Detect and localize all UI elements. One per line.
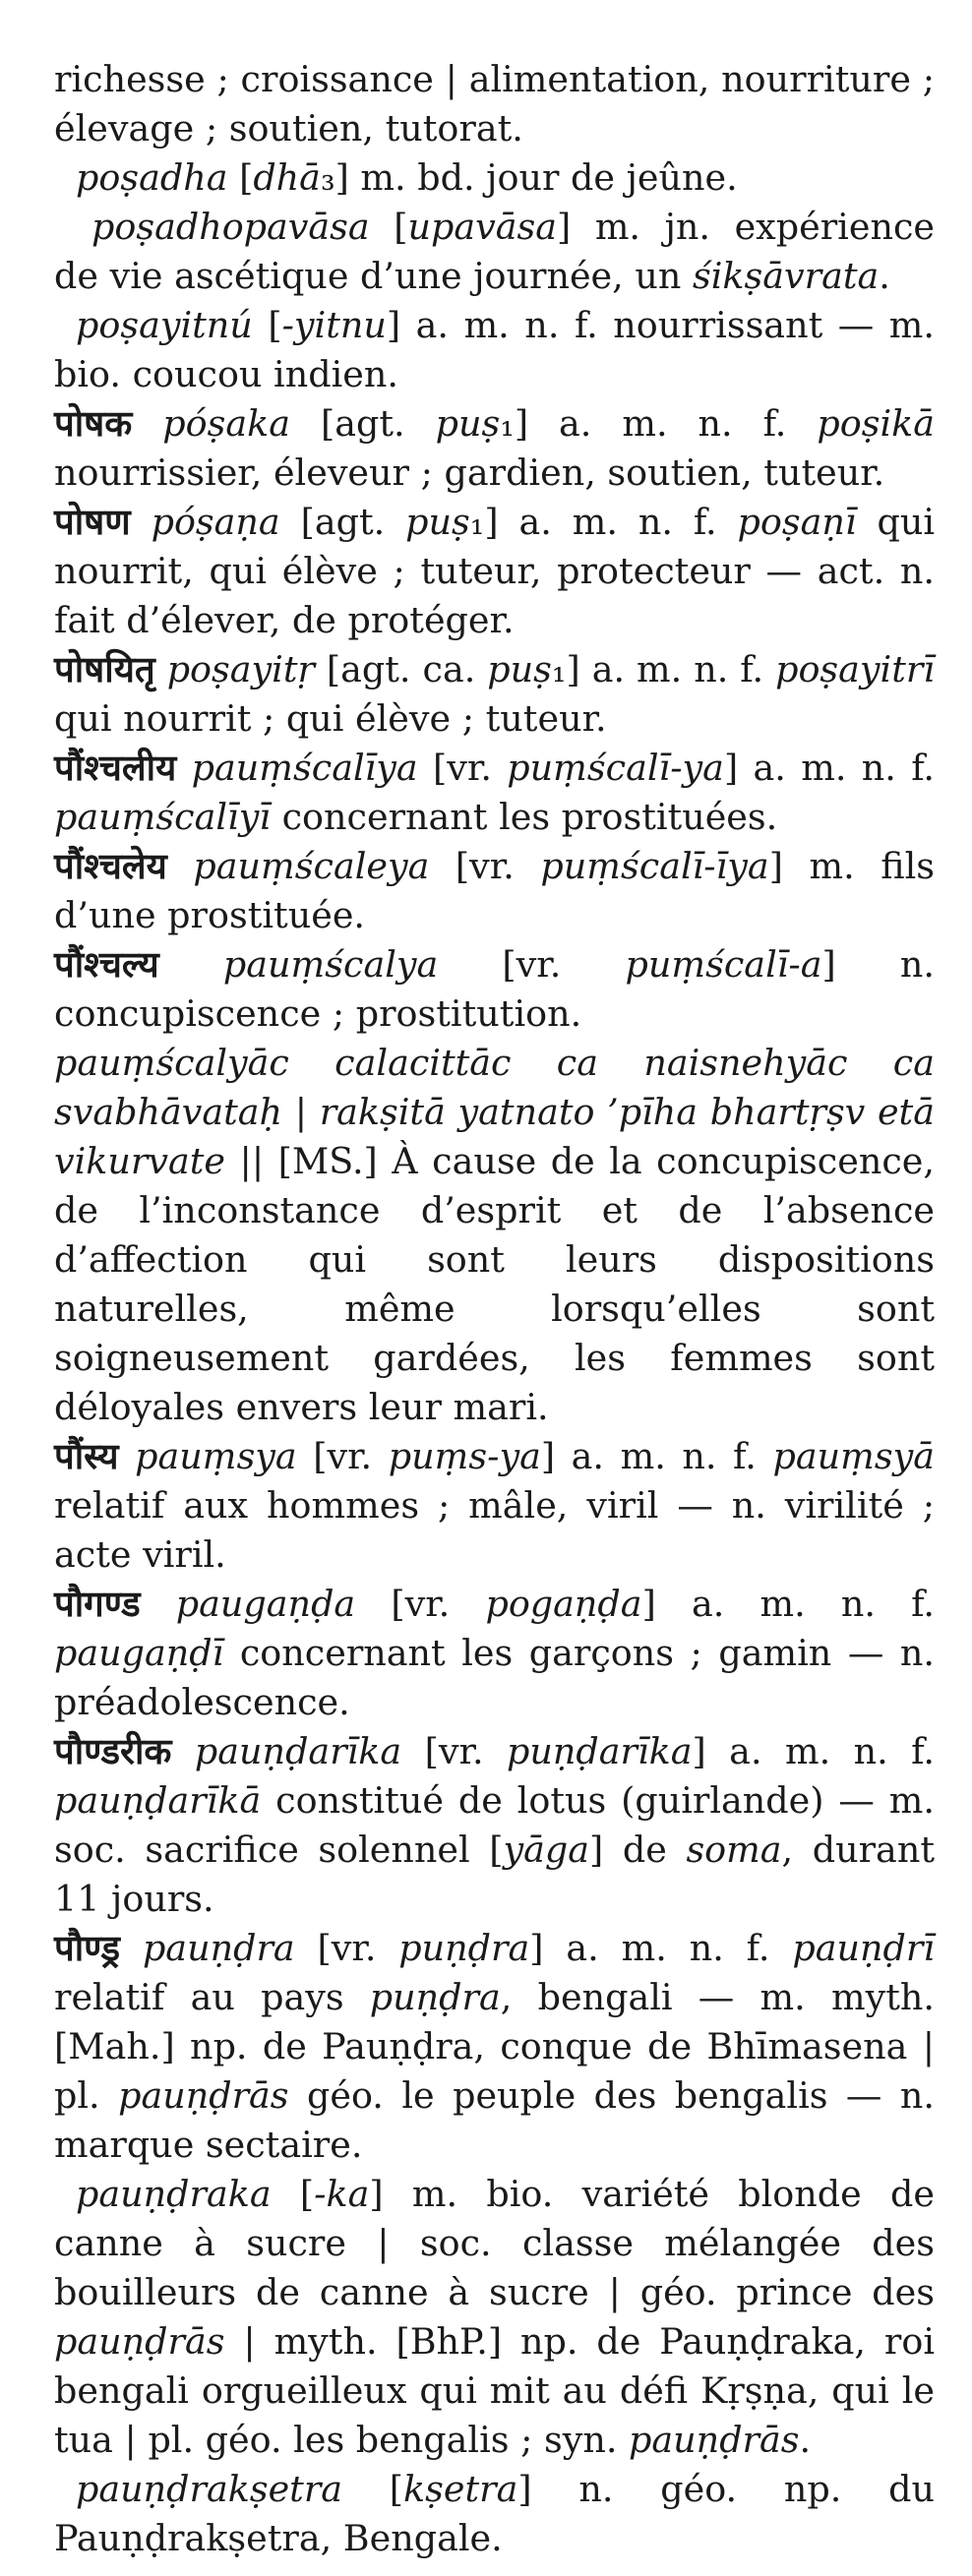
- italic-term: pogaṇḍa: [485, 1583, 642, 1625]
- definition-text: || [MS.] À cause de la concupiscence, de l’inconstance d’esprit et de l’absence d’affection qui sont leurs dispositions naturelles, même lorsqu’elles sont soigneusement gardées, les femmes sont déloyales envers leur mari.: [54, 1140, 935, 1428]
- devanagari-headword: पौण्ड्र: [54, 1927, 121, 1969]
- definition-text: [: [252, 304, 282, 346]
- italic-term: puṇḍra: [369, 1976, 501, 2018]
- devanagari-headword: पौगण्ड: [54, 1583, 141, 1625]
- definition-text: ] m. jn. expérience de vie ascétique d’une journée, un: [54, 206, 935, 297]
- italic-term: paugaṇḍa: [175, 1583, 356, 1625]
- definition-text: [vr.: [401, 1730, 507, 1772]
- devanagari-headword: पौंश्चलीय: [54, 747, 177, 789]
- definition-text: [120, 1927, 143, 1969]
- definition-text: [vr.: [438, 943, 626, 986]
- definition-text: [167, 845, 194, 887]
- italic-term: poṣayitṛ: [166, 648, 315, 690]
- sub-entry: [54, 301, 935, 399]
- italic-term: poṣadha: [76, 156, 228, 199]
- headword-entry: [54, 744, 935, 842]
- definition-text: [131, 501, 152, 543]
- italic-term: poṣaṇī: [737, 501, 857, 543]
- definition-text: concernant les garçons ; gamin — n. préadolescence.: [54, 1632, 935, 1723]
- definition-text: [: [369, 206, 408, 248]
- definition-text: [159, 943, 223, 986]
- sub-entry: [54, 153, 935, 203]
- italic-term: pauṃścalīya: [191, 747, 418, 789]
- definition-text: [vr.: [429, 845, 541, 887]
- definition-text: ] n. géo. np. du Pauṇḍrakṣetra, Bengale.: [54, 2468, 935, 2559]
- definition-text: qui nourrit, qui élève ; tuteur, protecteur — act. n. fait d’élever, de protéger.: [54, 501, 935, 641]
- italic-term: pauṇḍrās: [54, 2320, 225, 2363]
- headword-entry: [54, 1580, 935, 1727]
- definition-text: .: [879, 255, 890, 297]
- definition-text: | myth. [BhP.] np. de Pauṇḍraka, roi bengali orgueilleux qui mit au défi Kṛṣṇa, qui le tua | pl. géo. les bengalis ; syn.: [54, 2320, 935, 2461]
- italic-term: pauṇḍrakṣetra: [76, 2468, 343, 2510]
- italic-term: pauṇḍarīkā: [54, 1779, 262, 1822]
- italic-term: puṃścalī-īya: [540, 845, 769, 887]
- devanagari-headword: पोषयितृ: [54, 648, 155, 690]
- headword-entry: [54, 1432, 935, 1580]
- definition-text: ] m. fils d’une prostituée.: [54, 845, 935, 936]
- definition-text: ] a. m. n. f.: [540, 1435, 773, 1477]
- italic-term: pauṇḍrās: [118, 2074, 289, 2117]
- definition-text: [: [227, 156, 254, 199]
- italic-term: poṣikā: [817, 402, 935, 445]
- definition-text: constitué de lotus (guirlande) — m. soc. sacrifice solennel [: [54, 1779, 935, 1871]
- italic-term: puṃścalī-a: [625, 943, 822, 986]
- definition-text: ₁] a. m. n. f.: [551, 648, 776, 690]
- headword-entry: [54, 645, 935, 744]
- italic-term: -yitnu: [281, 304, 387, 346]
- italic-term: pauṃścalya: [222, 943, 439, 986]
- italic-term: pauṃścaleya: [193, 845, 430, 887]
- italic-term: paugaṇḍī: [54, 1632, 224, 1674]
- italic-term: puṇḍra: [398, 1927, 530, 1969]
- definition-text: [vr.: [294, 1927, 399, 1969]
- italic-term: puṃścalī-ya: [507, 747, 724, 789]
- headword-entry: [54, 1727, 935, 1924]
- definition-text: qui nourrit ; qui élève ; tuteur.: [54, 697, 607, 740]
- italic-term: śikṣāvrata: [692, 255, 880, 297]
- definition-text: [agt.: [279, 501, 406, 543]
- italic-term: pauṇḍraka: [76, 2173, 272, 2215]
- headword-entry: [54, 940, 935, 1039]
- italic-term: puṣ: [487, 648, 552, 690]
- quotation-paragraph: [54, 1039, 935, 1432]
- definition-text: [agt.: [290, 402, 436, 445]
- definition-text: [171, 1730, 194, 1772]
- italic-term: pauṃsya: [135, 1435, 297, 1477]
- italic-term: soma: [686, 1828, 782, 1871]
- headword-entry: [54, 399, 935, 498]
- definition-text: relatif au pays: [54, 1976, 370, 2018]
- italic-term: poṣadhopavāsa: [91, 206, 370, 248]
- definition-text: [: [271, 2173, 315, 2215]
- italic-term: pauṃścalyāc calacittāc ca naisnehyāc ca svabhāvataḥ | rakṣitā yatnato ’pīha bhartṛṣv etā vikurvate: [54, 1042, 935, 1182]
- definition-text: [119, 1435, 136, 1477]
- sub-entry: [54, 55, 935, 153]
- definition-text: ] n. concupiscence ; prostitution.: [54, 943, 935, 1035]
- definition-text: [vr.: [296, 1435, 389, 1477]
- definition-text: ₁] a. m. n. f.: [469, 501, 738, 543]
- devanagari-headword: पौंश्चल्य: [54, 943, 159, 986]
- definition-text: [155, 648, 167, 690]
- italic-term: pauṃsyā: [772, 1435, 935, 1477]
- devanagari-headword: पोषक: [54, 402, 133, 445]
- definition-text: ] a. m. n. f.: [529, 1927, 793, 1969]
- definition-text: ] a. m. n. f.: [641, 1583, 935, 1625]
- definition-text: [141, 1583, 176, 1625]
- sub-entry: [54, 2170, 935, 2465]
- entry-list: [54, 55, 935, 2563]
- italic-term: puṣ: [435, 402, 501, 445]
- sub-entry: [54, 203, 935, 301]
- italic-term: póṣaka: [162, 402, 291, 445]
- definition-text: ] a. m. n. f.: [723, 747, 936, 789]
- definition-text: [vr.: [355, 1583, 486, 1625]
- italic-term: poṣayitrī: [775, 648, 935, 690]
- definition-text: , durant 11 jours.: [54, 1828, 935, 1920]
- definition-text: [132, 402, 162, 445]
- definition-text: ] a. m. n. f.: [692, 1730, 935, 1772]
- devanagari-headword: पौंस्य: [54, 1435, 119, 1477]
- italic-term: pauṇḍrās: [629, 2419, 800, 2461]
- italic-term: pauṇḍra: [142, 1927, 295, 1969]
- definition-text: concernant les prostituées.: [271, 796, 778, 838]
- headword-entry: [54, 842, 935, 940]
- italic-term: yāga: [503, 1828, 590, 1871]
- italic-term: pauṃścalīyī: [54, 796, 271, 838]
- definition-text: nourrissier, éleveur ; gardien, soutien, tuteur.: [54, 451, 885, 494]
- devanagari-headword: पौण्डरीक: [54, 1730, 172, 1772]
- definition-text: ] a. m. n. f. nourrissant — m. bio. coucou indien.: [54, 304, 936, 395]
- italic-term: kṣetra: [403, 2468, 518, 2510]
- headword-entry: [54, 1924, 935, 2170]
- definition-text: , bengali — m. myth. [Mah.] np. de Pauṇḍra, conque de Bhīmasena | pl.: [54, 1976, 935, 2117]
- definition-text: [176, 747, 191, 789]
- italic-term: póṣaṇa: [151, 501, 280, 543]
- definition-text: [: [342, 2468, 404, 2510]
- italic-term: pauṇḍarīka: [194, 1730, 402, 1772]
- definition-text: .: [799, 2419, 812, 2461]
- sub-entry: [54, 2465, 935, 2563]
- italic-term: poṣayitnú: [76, 304, 253, 346]
- italic-term: puṇḍarīka: [506, 1730, 693, 1772]
- definition-text: [agt. ca.: [314, 648, 488, 690]
- headword-entry: [54, 498, 935, 645]
- definition-text: géo. le peuple des bengalis — n. marque sectaire.: [54, 2074, 935, 2166]
- italic-term: upavāsa: [407, 206, 558, 248]
- definition-text: ] m. bio. variété blonde de canne à sucre | soc. classe mélangée des bouilleurs de canne à sucre | géo. prince des: [54, 2173, 936, 2313]
- italic-term: -ka: [314, 2173, 370, 2215]
- definition-text: [vr.: [417, 747, 508, 789]
- italic-term: puṃs-ya: [388, 1435, 541, 1477]
- definition-text: relatif aux hommes ; mâle, viril — n. virilité ; acte viril.: [54, 1484, 935, 1576]
- definition-text: ] de: [589, 1828, 687, 1871]
- definition-text: richesse ; croissance | alimentation, nourriture ; élevage ; soutien, tutorat.: [54, 58, 935, 150]
- italic-term: puṣ: [405, 501, 470, 543]
- italic-term: dhā: [253, 156, 321, 199]
- italic-term: pauṇḍrī: [792, 1927, 935, 1969]
- definition-text: ₃] m. bd. jour de jeûne.: [320, 156, 738, 199]
- definition-text: ₁] a. m. n. f.: [500, 402, 818, 445]
- devanagari-headword: पोषण: [54, 501, 131, 543]
- devanagari-headword: पौंश्चलेय: [54, 845, 167, 887]
